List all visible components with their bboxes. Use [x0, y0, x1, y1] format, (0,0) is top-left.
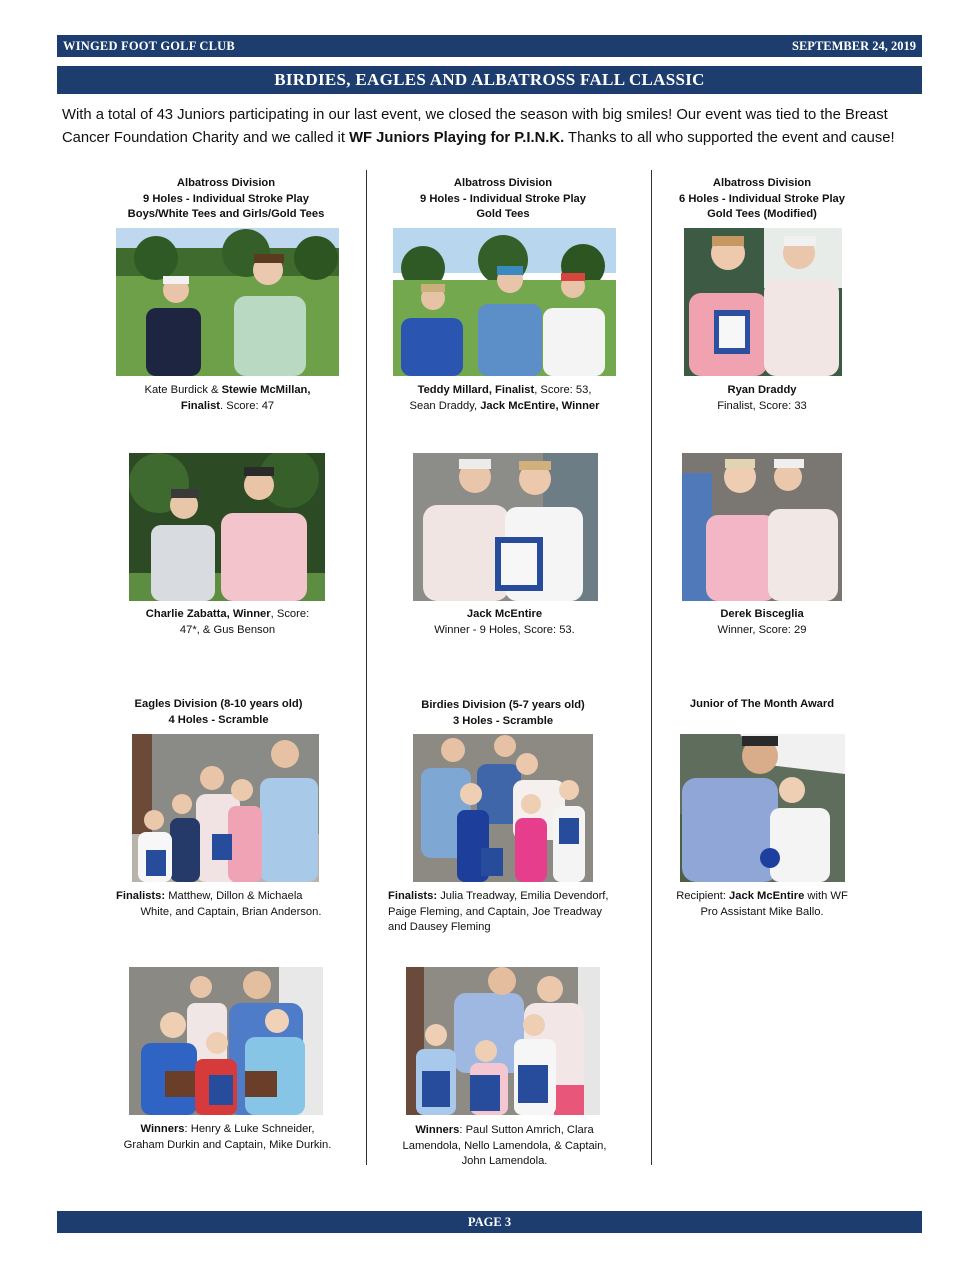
caption-10: [106, 1122, 349, 1153]
head-line: Gold Tees (Modified): [707, 208, 817, 221]
caption-11: [383, 1123, 626, 1170]
caption-text: Finalist, Score: 33: [717, 399, 807, 412]
caption-text: Paige Fleming, and Captain, Joe Treadway: [388, 905, 602, 918]
caption-8: [388, 889, 638, 936]
photo-eagles-winners: [129, 967, 323, 1115]
caption-text: Winner - 9 Holes, Score: 53.: [434, 623, 575, 636]
caption-text: Julia Treadway, Emilia Devendorf,: [437, 890, 609, 902]
head-line: 3 Holes - Scramble: [452, 714, 554, 727]
photo-ryan-draddy: [684, 228, 842, 376]
club-name: WINGED FOOT GOLF CLUB: [63, 39, 235, 53]
caption-text: , Score:: [270, 608, 310, 620]
page-title: BIRDIES, EAGLES AND ALBATROSS FALL CLASSIC: [57, 66, 922, 94]
head-line: Albatross Division: [712, 177, 812, 189]
caption-3: [652, 383, 872, 414]
head-line: Junior of The Month Award: [689, 698, 835, 710]
photo-kate-stewie: [116, 228, 339, 376]
head-line: Albatross Division: [453, 177, 553, 189]
page-number: PAGE 3: [57, 1211, 922, 1233]
caption-text: Pro Assistant Mike Ballo.: [700, 905, 824, 918]
caption-bold: Ryan Draddy: [727, 384, 797, 396]
photo-charlie-gus: [129, 453, 325, 601]
intro-text-1: With a total of 43 Juniors participating in our last event, we closed the season with big smiles! Our event was tied to the Breast Cancer Foundation Charity and we called it: [62, 107, 888, 146]
caption-2: [383, 383, 626, 414]
photo-jack-mcentire: [413, 453, 598, 601]
head-line: Gold Tees: [476, 208, 530, 221]
caption-text: Recipient:: [676, 890, 730, 902]
caption-bold: Charlie Zabatta, Winner: [145, 608, 271, 620]
caption-bold: Winners: [140, 1123, 185, 1135]
caption-text: Graham Durkin and Captain, Mike Durkin.: [123, 1138, 332, 1151]
caption-text: : Henry & Luke Schneider,: [184, 1123, 315, 1135]
albatross-head-2: [373, 176, 633, 223]
caption-text: Kate Burdick &: [144, 384, 222, 396]
photo-junior-of-month: [680, 734, 845, 882]
caption-bold: Jack McEntire: [466, 608, 543, 620]
photo-derek-bisceglia: [682, 453, 842, 601]
caption-text: Winner, Score: 29: [717, 623, 807, 636]
caption-6: [652, 607, 872, 638]
caption-bold: Jack McEntire, Winner: [480, 399, 600, 412]
caption-text: 47*, & Gus Benson: [179, 623, 276, 636]
caption-text: . Score: 47: [220, 399, 275, 412]
caption-1: [106, 383, 349, 414]
albatross-head-1: [96, 176, 356, 223]
caption-5: [383, 607, 626, 638]
issue-date: SEPTEMBER 24, 2019: [792, 39, 916, 53]
caption-7: [116, 889, 346, 920]
head-line: 9 Holes - Individual Stroke Play: [143, 192, 309, 205]
caption-bold: Teddy Millard, Finalist: [417, 384, 535, 396]
caption-text: Sean Draddy,: [409, 399, 481, 412]
caption-text: with WF: [804, 890, 848, 902]
caption-bold: Finalists:: [116, 890, 166, 902]
intro-bold: WF Juniors Playing for P.I.N.K.: [349, 130, 565, 146]
head-line: Birdies Division (5-7 years old): [421, 699, 585, 711]
head-line: Eagles Division (8-10 years old): [134, 698, 303, 710]
head-line: Albatross Division: [176, 177, 276, 189]
caption-bold: Finalists:: [388, 890, 438, 902]
photo-birdies-finalists: [413, 734, 593, 882]
caption-bold: Derek Bisceglia: [720, 608, 804, 620]
head-line: 6 Holes - Individual Stroke Play: [679, 192, 845, 205]
column-divider-1: [366, 170, 367, 1165]
column-divider-2: [651, 170, 652, 1165]
caption-text: White, and Captain, Brian Anderson.: [140, 905, 322, 918]
caption-bold: Stewie McMillan,: [221, 384, 311, 396]
junior-month-head: [652, 697, 872, 713]
head-line: 9 Holes - Individual Stroke Play: [420, 192, 586, 205]
photo-birdies-winners: [406, 967, 600, 1115]
caption-text: Matthew, Dillon & Michaela: [165, 890, 303, 902]
intro-paragraph: [62, 104, 922, 150]
caption-bold: Winners: [415, 1124, 460, 1136]
head-line: Boys/White Tees and Girls/Gold Tees: [127, 208, 325, 221]
birdies-head: [373, 698, 633, 729]
caption-text: : Paul Sutton Amrich, Clara: [459, 1124, 594, 1136]
caption-text: , Score: 53,: [534, 384, 592, 396]
photo-teddy-sean-jack: [393, 228, 616, 376]
caption-text: and Dausey Fleming: [388, 921, 491, 934]
caption-9: [652, 889, 872, 920]
eagles-head: [96, 697, 341, 728]
header-band: [57, 35, 922, 57]
head-line: 4 Holes - Scramble: [168, 713, 269, 726]
caption-text: Lamendola, Nello Lamendola, & Captain,: [402, 1139, 607, 1152]
caption-bold: Jack McEntire: [729, 890, 805, 902]
caption-4: [106, 607, 349, 638]
intro-text-2: Thanks to all who supported the event and cause!: [564, 130, 895, 146]
albatross-head-3: [652, 176, 872, 223]
caption-text: John Lamendola.: [461, 1155, 548, 1168]
caption-bold: Finalist: [180, 399, 221, 412]
photo-eagles-finalists: [132, 734, 319, 882]
